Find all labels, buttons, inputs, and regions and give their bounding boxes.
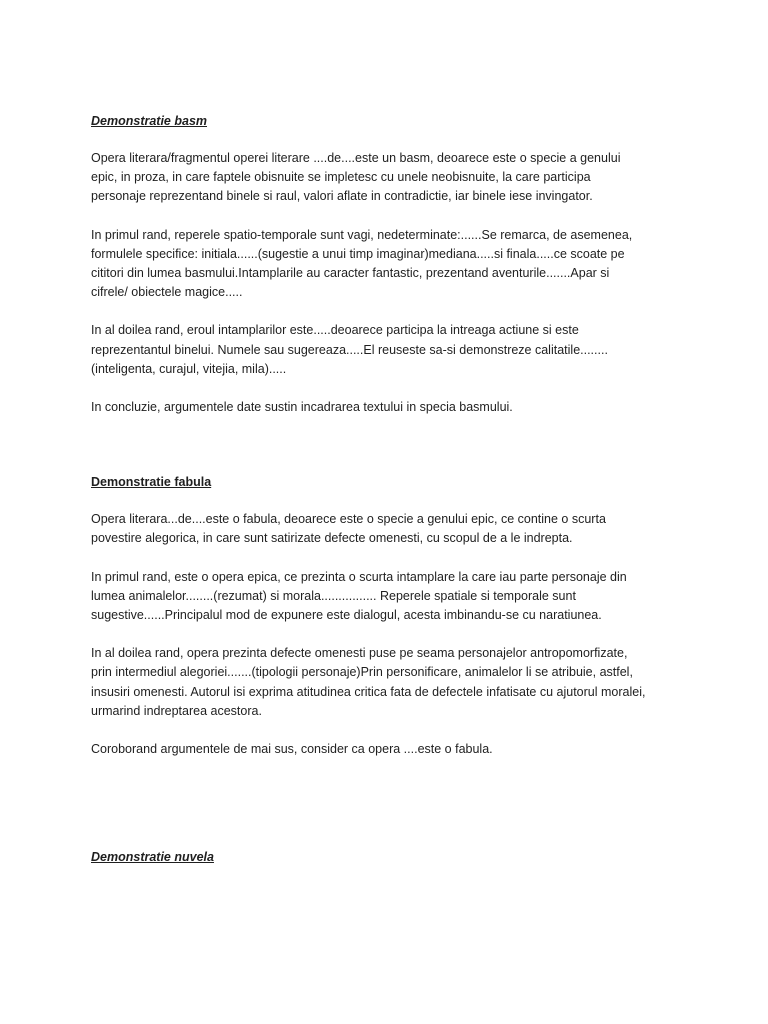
section-heading-basm: Demonstratie basm <box>91 114 208 128</box>
section-fabula <box>91 473 681 759</box>
section-nuvela <box>91 848 681 867</box>
paragraph: In al doilea rand, eroul intamplarilor este.....deoarece participa la intreaga actiune si este reprezentantul binelui. Numele sau sugereaza.....El reuseste sa-si demonstreze calitatile........ (inteligenta, curajul, vitejia, mila)..... <box>91 323 608 376</box>
paragraph: In primul rand, reperele spatio-temporale sunt vagi, nedeterminate:......Se remarca, de asemenea, formulele specifice: initiala......(sugestie a unui timp imaginar)mediana.....si finala.....ce scoate pe cititori din lumea basmului.Intamplarile au caracter fantastic, prezentand aventurile.......Apar si cifrele/ obiectele magice..... <box>91 227 633 300</box>
document-page <box>91 112 681 867</box>
paragraph: Opera literara/fragmentul operei literare ....de....este un basm, deoarece este o specie a genului epic, in proza, in care faptele obisnuite se impletesc cu unele neobisnuite, la care participa personaje reprezentand binele si raul, valori aflate in contradictie, iar binele iese invingator. <box>91 151 621 204</box>
paragraph: Coroborand argumentele de mai sus, consider ca opera ....este o fabula. <box>91 742 493 757</box>
section-heading-fabula: Demonstratie fabula <box>91 475 212 490</box>
section-basm <box>91 112 681 417</box>
paragraph: In al doilea rand, opera prezinta defecte omenesti puse pe seama personajelor antropomorfizate, prin intermediul alegoriei.......(tipologii personaje)Prin personificare, animalelor li se atribuie, astfel, insusiri omenesti. Autorul isi exprima atitudinea critica fata de defectele infatisate cu ajutorul moralei, urmarind indreptarea acestora. <box>91 646 646 718</box>
section-heading-nuvela: Demonstratie nuvela <box>91 850 214 865</box>
paragraph: In concluzie, argumentele date sustin incadrarea textului in specia basmului. <box>91 400 513 415</box>
paragraph: Opera literara...de....este o fabula, deoarece este o specie a genului epic, ce contine o scurta povestire alegorica, in care sunt satirizate defecte omenesti, cu scopul de a le indrepta. <box>91 512 606 546</box>
paragraph: In primul rand, este o opera epica, ce prezinta o scurta intamplare la care iau parte personaje din lumea animalelor........(rezumat) si morala................ Reperele spatiale si temporale sunt sugestive......Principalul mod de expunere este dialogul, acesta imbinandu-se cu naratiunea. <box>91 569 627 623</box>
